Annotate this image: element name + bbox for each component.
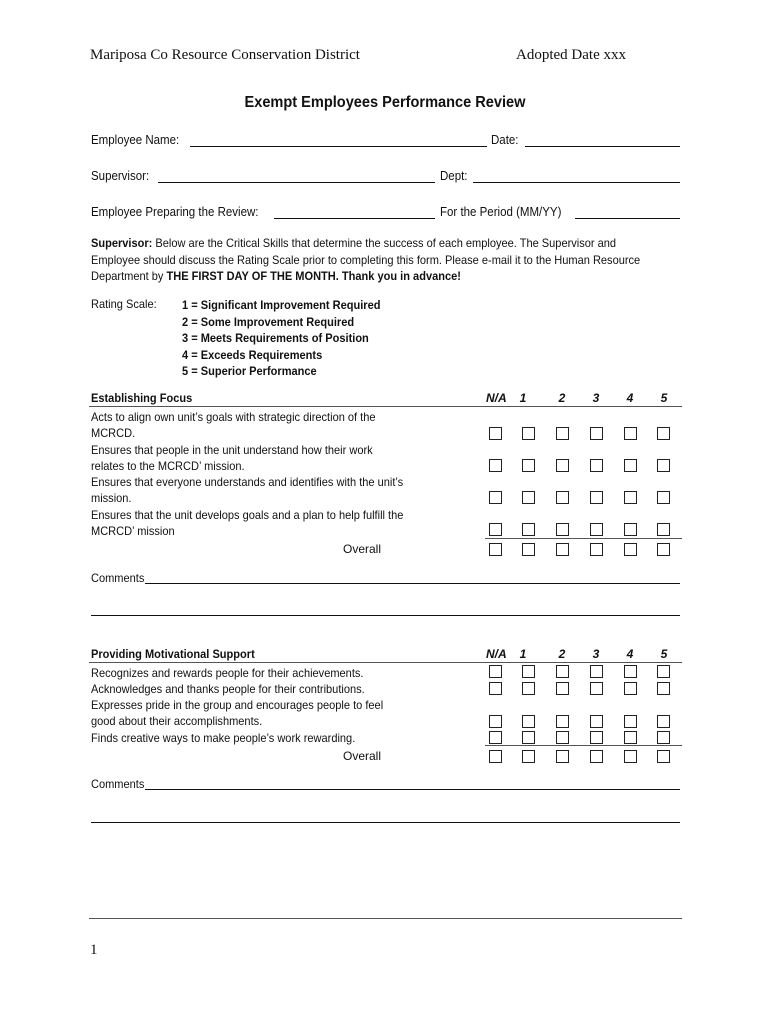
employee-name-field[interactable] [190, 146, 487, 147]
focus-item-1-checkbox-3[interactable] [590, 427, 603, 440]
row-divider [485, 538, 682, 539]
dept-label: Dept: [440, 169, 468, 183]
motivation-comments-line-2[interactable] [91, 822, 680, 823]
motivation-item-1-checkbox-5[interactable] [657, 665, 670, 678]
focus-item-3-checkbox-5[interactable] [657, 491, 670, 504]
motivation-overall-checkbox-1[interactable] [522, 750, 535, 763]
header-org: Mariposa Co Resource Conservation District [90, 47, 360, 63]
motivation-item-2-checkbox-1[interactable] [522, 682, 535, 695]
section-title-motivational-support: Providing Motivational Support [91, 647, 255, 661]
col-head-5-2: 5 [660, 647, 668, 661]
motivation-overall-checkbox-5[interactable] [657, 750, 670, 763]
motivation-item-2: Acknowledges and thanks people for their contributions. [91, 682, 365, 696]
page-title: Exempt Employees Performance Review [244, 94, 526, 111]
col-head-2-2: 2 [558, 647, 566, 661]
rating-level-3: 3 = Meets Requirements of Position [182, 331, 369, 345]
col-head-2: 2 [558, 391, 566, 405]
instructions-body: Below are the Critical Skills that determine the success of each employee. The Supervisor and Employee should discuss the Rating Scale prior to completing this form. Please e-mail it to the Human Resource Department by [91, 236, 641, 283]
focus-overall-checkbox-5[interactable] [657, 543, 670, 556]
rating-scale-list [182, 297, 380, 380]
focus-overall-checkbox-2[interactable] [556, 543, 569, 556]
focus-item-3-checkbox-2[interactable] [556, 491, 569, 504]
focus-overall-checkbox-3[interactable] [590, 543, 603, 556]
supervisor-label: Supervisor: [91, 169, 150, 183]
motivation-item-2-checkbox-na[interactable] [489, 682, 502, 695]
focus-item-1-checkbox-na[interactable] [489, 427, 502, 440]
focus-item-2-checkbox-5[interactable] [657, 459, 670, 472]
focus-item-4-checkbox-4[interactable] [624, 523, 637, 536]
motivation-item-4-checkbox-4[interactable] [624, 731, 637, 744]
focus-comments-label: Comments [91, 571, 145, 585]
focus-item-4-checkbox-5[interactable] [657, 523, 670, 536]
motivation-item-4-checkbox-1[interactable] [522, 731, 535, 744]
motivation-item-4-checkbox-na[interactable] [489, 731, 502, 744]
supervisor-field[interactable] [158, 182, 435, 183]
focus-item-4: Ensures that the unit develops goals and a plan to help fulfill the MCRCD’ mission [91, 508, 404, 539]
col-head-na-2: N/A [486, 647, 507, 661]
focus-item-3-checkbox-1[interactable] [522, 491, 535, 504]
motivation-overall-checkbox-4[interactable] [624, 750, 637, 763]
motivation-item-1-checkbox-4[interactable] [624, 665, 637, 678]
focus-item-3-checkbox-4[interactable] [624, 491, 637, 504]
motivation-item-4: Finds creative ways to make people’s work rewarding. [91, 731, 356, 745]
col-head-3-2: 3 [592, 647, 600, 661]
focus-item-2: Ensures that people in the unit understand how their work relates to the MCRCD’ mission. [91, 443, 373, 474]
focus-overall-checkbox-na[interactable] [489, 543, 502, 556]
period-field[interactable] [575, 218, 680, 219]
motivation-comments-field[interactable] [145, 789, 680, 790]
footer-rule [89, 918, 682, 919]
row-divider [485, 745, 682, 746]
header-adopted-date: Adopted Date xxx [516, 47, 626, 63]
rating-level-1: 1 = Significant Improvement Required [182, 298, 381, 312]
date-field[interactable] [525, 146, 680, 147]
section-divider [89, 406, 682, 407]
focus-item-4-checkbox-2[interactable] [556, 523, 569, 536]
focus-item-3: Ensures that everyone understands and identifies with the unit’s mission. [91, 475, 404, 506]
focus-comments-field[interactable] [145, 583, 680, 584]
focus-comments-line-2[interactable] [91, 615, 680, 616]
focus-item-1-checkbox-4[interactable] [624, 427, 637, 440]
motivation-item-4-checkbox-5[interactable] [657, 731, 670, 744]
motivation-item-3-checkbox-5[interactable] [657, 715, 670, 728]
preparing-field[interactable] [274, 218, 435, 219]
col-head-4: 4 [626, 391, 634, 405]
focus-item-4-checkbox-1[interactable] [522, 523, 535, 536]
focus-item-2-checkbox-1[interactable] [522, 459, 535, 472]
focus-item-1-checkbox-2[interactable] [556, 427, 569, 440]
page-number: 1 [90, 942, 98, 958]
focus-item-3-checkbox-na[interactable] [489, 491, 502, 504]
motivation-item-2-checkbox-2[interactable] [556, 682, 569, 695]
motivation-item-2-checkbox-3[interactable] [590, 682, 603, 695]
focus-item-2-checkbox-na[interactable] [489, 459, 502, 472]
focus-item-2-checkbox-2[interactable] [556, 459, 569, 472]
focus-item-4-checkbox-na[interactable] [489, 523, 502, 536]
col-head-na: N/A [486, 391, 507, 405]
period-label: For the Period (MM/YY) [440, 205, 562, 219]
col-head-1-2: 1 [519, 647, 527, 661]
col-head-1: 1 [519, 391, 527, 405]
section-divider [89, 662, 682, 663]
focus-item-2-checkbox-4[interactable] [624, 459, 637, 472]
focus-item-4-checkbox-3[interactable] [590, 523, 603, 536]
col-head-4-2: 4 [626, 647, 634, 661]
focus-overall-label: Overall [343, 542, 382, 556]
rating-level-5: 5 = Superior Performance [182, 364, 317, 378]
motivation-comments-label: Comments [91, 777, 145, 791]
focus-item-1-checkbox-1[interactable] [522, 427, 535, 440]
employee-name-label: Employee Name: [91, 133, 180, 147]
motivation-item-3: Expresses pride in the group and encourages people to feel good about their accomplishments. [91, 698, 384, 729]
motivation-item-3-checkbox-4[interactable] [624, 715, 637, 728]
motivation-item-4-checkbox-2[interactable] [556, 731, 569, 744]
motivation-item-4-checkbox-3[interactable] [590, 731, 603, 744]
rating-scale-label: Rating Scale: [91, 297, 157, 311]
motivation-item-3-checkbox-2[interactable] [556, 715, 569, 728]
motivation-overall-label: Overall [343, 749, 382, 763]
rating-level-2: 2 = Some Improvement Required [182, 314, 355, 329]
rating-level-4: 4 = Exceeds Requirements [182, 347, 323, 362]
focus-overall-checkbox-1[interactable] [522, 543, 535, 556]
motivation-overall-checkbox-na[interactable] [489, 750, 502, 763]
instructions-lead: Supervisor: [91, 236, 153, 250]
motivation-item-3-checkbox-na[interactable] [489, 715, 502, 728]
instructions-deadline: THE FIRST DAY OF THE MONTH. Thank you in advance! [166, 269, 461, 283]
date-label: Date: [491, 133, 519, 147]
focus-item-1-checkbox-5[interactable] [657, 427, 670, 440]
focus-item-2-checkbox-3[interactable] [590, 459, 603, 472]
focus-overall-checkbox-4[interactable] [624, 543, 637, 556]
motivation-item-1-checkbox-3[interactable] [590, 665, 603, 678]
motivation-item-3-checkbox-1[interactable] [522, 715, 535, 728]
motivation-item-1: Recognizes and rewards people for their achievements. [91, 666, 364, 680]
motivation-item-2-checkbox-5[interactable] [657, 682, 670, 695]
dept-field[interactable] [473, 182, 680, 183]
focus-item-1: Acts to align own unit’s goals with strategic direction of the MCRCD. [91, 410, 376, 441]
col-head-5: 5 [660, 391, 668, 405]
motivation-overall-checkbox-3[interactable] [590, 750, 603, 763]
motivation-item-1-checkbox-2[interactable] [556, 665, 569, 678]
preparing-label: Employee Preparing the Review: [91, 205, 259, 219]
motivation-item-3-checkbox-3[interactable] [590, 715, 603, 728]
motivation-item-1-checkbox-1[interactable] [522, 665, 535, 678]
col-head-3: 3 [592, 391, 600, 405]
instructions-paragraph [91, 235, 643, 285]
section-title-establishing-focus: Establishing Focus [91, 391, 193, 405]
motivation-overall-checkbox-2[interactable] [556, 750, 569, 763]
motivation-item-1-checkbox-na[interactable] [489, 665, 502, 678]
focus-item-3-checkbox-3[interactable] [590, 491, 603, 504]
motivation-item-2-checkbox-4[interactable] [624, 682, 637, 695]
